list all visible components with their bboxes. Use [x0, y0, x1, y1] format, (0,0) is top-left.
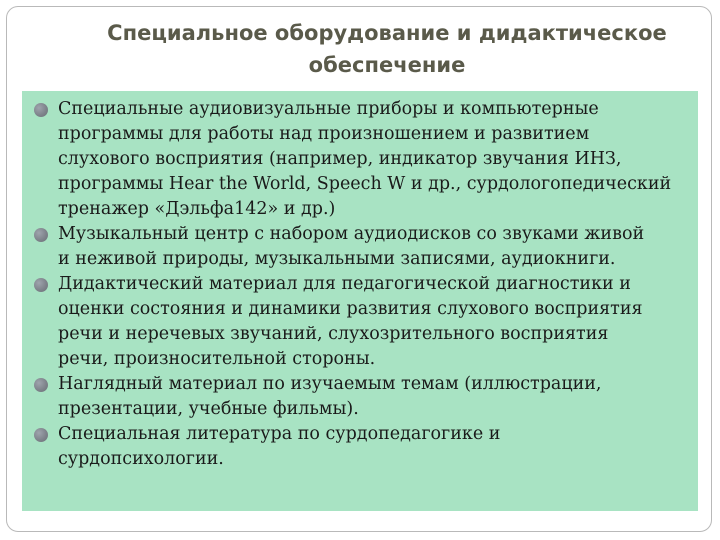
- bullet-icon: [34, 378, 48, 392]
- bullet-line: оценки состояния и динамики развития слухового восприятия: [58, 299, 643, 319]
- bullet-line: Специальные аудиовизуальные приборы и компьютерные: [58, 99, 599, 119]
- bullet-line: Дидактический материал для педагогической диагностики и: [58, 274, 631, 294]
- bullet-icon: [34, 228, 48, 242]
- bullet-line: и неживой природы, музыкальными записями, аудиокниги.: [58, 249, 616, 269]
- bullet-item-visual-material: [58, 372, 690, 422]
- bullet-line: речи и неречевых звучаний, слухозрительного восприятия: [58, 324, 609, 344]
- slide-title-line-2: обеспечение: [308, 53, 466, 77]
- bullet-line: сурдопсихологии.: [58, 449, 224, 469]
- bullet-line: Специальная литература по сурдопедагогике и: [58, 424, 501, 444]
- bullet-line: речи, произносительной стороны.: [58, 349, 376, 369]
- bullet-line: презентации, учебные фильмы).: [58, 399, 359, 419]
- slide-title-line-1: Специальное оборудование и дидактическое: [107, 21, 667, 45]
- bullet-line: программы для работы над произношением и развитием: [58, 124, 590, 144]
- bullet-line: Наглядный материал по изучаемым темам (иллюстрации,: [58, 374, 602, 394]
- bullet-line: Музыкальный центр с набором аудиодисков со звуками живой: [58, 224, 645, 244]
- slide-title: [67, 17, 707, 81]
- bullet-line: тренажер «Дэльфа142» и др.): [58, 199, 336, 219]
- bullet-icon: [34, 278, 48, 292]
- bullet-icon: [34, 428, 48, 442]
- bullet-item-didactic-material: [58, 272, 690, 372]
- bullet-item-equipment: [58, 97, 690, 222]
- bullet-item-music-center: [58, 222, 690, 272]
- content-box: [22, 91, 698, 511]
- bullet-list: [22, 91, 698, 472]
- bullet-item-literature: [58, 422, 690, 472]
- bullet-line: слухового восприятия (например, индикатор звучания ИНЗ,: [58, 149, 622, 169]
- bullet-icon: [34, 103, 48, 117]
- bullet-line: программы Hear the World, Speech W и др., сурдологопедический: [58, 174, 672, 194]
